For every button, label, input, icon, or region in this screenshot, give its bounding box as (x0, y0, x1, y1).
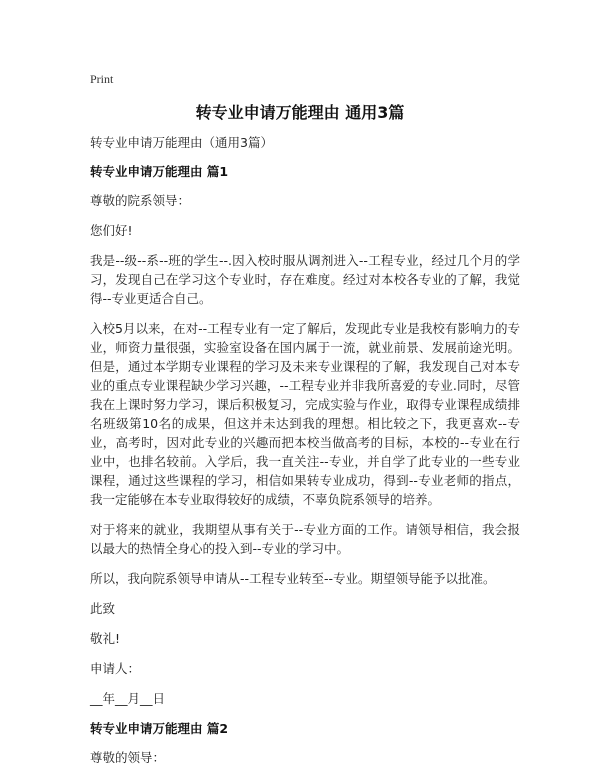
closing-line-2: 敬礼! (90, 631, 121, 646)
greeting: 您们好! (90, 223, 133, 238)
salutation-2: 尊敬的领导： (90, 750, 166, 765)
paragraph-4: 所以，我向院系领导申请从--工程专业转至--专业。期望领导能予以批准。 (90, 571, 496, 586)
date-line: __年__月__日 (90, 691, 166, 706)
paragraph-1: 我是--级--系--班的学生--.因入校时服从调剂进入--工程专业，经过几个月的学习，发现自己在学习这个专业时，存在难度。经过对本校各专业的了解，我觉得--专业更适合自己。 (90, 253, 520, 306)
applicant-line: 申请人： (90, 661, 141, 676)
section-heading-1: 转专业申请万能理由 篇1 (90, 164, 229, 179)
document-body (90, 133, 520, 778)
section-heading-2: 转专业申请万能理由 篇2 (90, 721, 229, 736)
paragraph-3: 对于将来的就业，我期望从事有关于--专业方面的工作。请领导相信，我会报以最大的热情全身心的投入到--专业的学习中。 (90, 522, 520, 556)
print-label: Print (90, 72, 114, 86)
paragraph-2: 入校5月以来，在对--工程专业有一定了解后，发现此专业是我校有影响力的专业，师资力量很强，实验室设备在国内属于一流，就业前景、发展前途光明。但是，通过本学期专业课程的学习及未来专业课程的了解，我发现自己对本专业的重点专业课程缺少学习兴趣，--工程专业并非我所喜爱的专业.同时，尽管我在上课时努力学习，课后积极复习，完成实验与作业，取得专业课程成绩排名班级第10名的成果，但这并未达到我的理想。相比较之下，我更喜欢--专业，高考时，因对此专业的兴趣而把本校当做高考的目标，本校的--专业在行业中，也排名较前。入学后，我一直关注--专业，并自学了此专业的一些专业课程，通过这些课程的学习，相信如果转专业成功，得到--专业老师的指点，我一定能够在本专业取得较好的成绩，不辜负院系领导的培养。 (90, 321, 520, 507)
document-subtitle: 转专业申请万能理由（通用3篇） (90, 135, 273, 150)
page-title: 转专业申请万能理由 通用3篇 (195, 103, 405, 122)
salutation-1: 尊敬的院系领导： (90, 193, 191, 208)
closing-line-1: 此致 (90, 601, 116, 616)
